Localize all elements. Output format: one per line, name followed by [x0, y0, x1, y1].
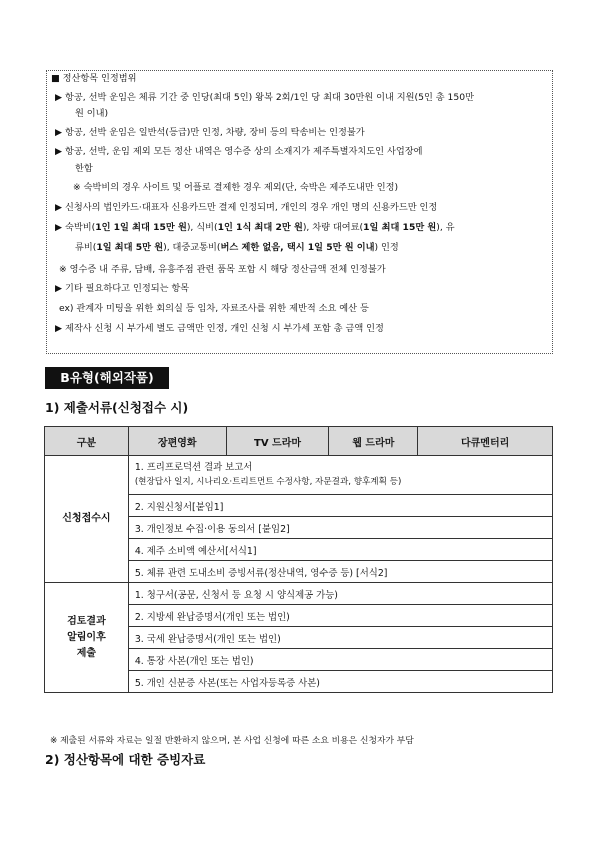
line9-e: ) 인정 — [374, 242, 399, 253]
list-item: 5. 개인 신분증 사본(또는 사업자등록증 사본) — [128, 671, 552, 693]
list-item: 3. 개인정보 수집·이용 동의서 [붙임2] — [128, 517, 552, 539]
list-item: 2. 지방세 완납증명서(개인 또는 법인) — [128, 605, 552, 627]
list-item: 5. 체류 관련 도내소비 증빙서류(정산내역, 영수증 등) [서식2] — [128, 561, 552, 583]
table-row — [45, 583, 553, 605]
box-title: ■ 정산항목 인정범위 — [51, 73, 137, 84]
box-line-1: ▶ 항공, 선박 운임은 체류 기간 중 인당(최대 5인) 왕복 2회/1인 당 최대 30만원 이내 지원(5인 총 150만 — [55, 92, 474, 103]
list-item — [128, 456, 552, 495]
box-line-8 — [55, 222, 455, 234]
box-line-11: ▶ 기타 필요하다고 인정되는 항목 — [55, 283, 190, 294]
group2-label-line3: 제출 — [76, 647, 97, 659]
box-line-10: ※ 영수증 내 주류, 담배, 유흥주점 관련 품목 포함 시 해당 정산금액 전체 인정불가 — [59, 264, 386, 275]
line9-a: 류비( — [75, 242, 97, 253]
table-header-row — [45, 427, 553, 456]
line8-f: 1일 최대 15만 원 — [363, 222, 437, 233]
box-line-9 — [75, 242, 399, 254]
section-tag: B유형(해외작품) — [45, 367, 169, 389]
box-line-2: 원 이내) — [75, 108, 109, 119]
box-line-6: ※ 숙박비의 경우 사이트 및 어플로 결제한 경우 제외(단, 숙박은 제주도내만 인정) — [73, 182, 399, 193]
header-documentary: 다큐멘터리 — [418, 427, 553, 456]
eligibility-box — [46, 70, 553, 354]
group-label-application: 신청접수시 — [45, 456, 129, 583]
line8-d: 1인 1식 최대 2만 원 — [217, 222, 303, 233]
item-main: 1. 프리프로덕션 결과 보고서 — [134, 462, 253, 473]
line9-c: ), 대중교통비( — [163, 242, 221, 253]
line8-a: ▶ 숙박비( — [55, 222, 96, 233]
item-sub: (현장답사 일지, 시나리오·트리트먼트 수정사항, 자문결과, 향후계획 등) — [134, 477, 402, 487]
heading-1: 1) 제출서류(신청접수 시) — [45, 400, 189, 415]
line9-d: 버스 제한 없음, 택시 1일 5만 원 이내 — [220, 242, 375, 253]
box-line-3: ▶ 항공, 선박 운임은 일반석(등급)만 인정, 차량, 장비 등의 탁송비는 인정불가 — [55, 127, 365, 138]
header-web-drama: 웹 드라마 — [329, 427, 418, 456]
header-category: 구분 — [45, 427, 129, 456]
required-documents-table — [44, 426, 553, 693]
heading-2: 2) 정산항목에 대한 증빙자료 — [45, 752, 206, 767]
line8-e: ), 차량 대여료( — [302, 222, 364, 233]
box-line-12: ex) 관계자 미팅을 위한 회의실 등 임차, 자료조사를 위한 제반적 소요 예산 등 — [59, 303, 369, 314]
list-item: 2. 지원신청서[붙임1] — [128, 495, 552, 517]
header-tv-drama: TV 드라마 — [226, 427, 329, 456]
box-line-13: ▶ 제작사 신청 시 부가세 별도 금액만 인정, 개인 신청 시 부가세 포함 총 금액 인정 — [55, 323, 384, 334]
list-item: 4. 제주 소비액 예산서[서식1] — [128, 539, 552, 561]
header-feature-film: 장편영화 — [128, 427, 226, 456]
list-item: 1. 청구서(공문, 신청서 등 요청 시 양식제공 가능) — [128, 583, 552, 605]
box-line-5: 한함 — [75, 163, 93, 174]
line8-g: ), 유 — [436, 222, 455, 233]
group2-label-line1: 검토결과 — [67, 615, 106, 627]
box-line-4: ▶ 항공, 선박, 운임 제외 모든 정산 내역은 영수증 상의 소재지가 제주특별자치도인 사업장에 — [55, 146, 423, 157]
table-row — [45, 456, 553, 495]
line8-b: 1인 1일 최대 15만 원 — [95, 222, 187, 233]
line8-c: ), 식비( — [186, 222, 218, 233]
box-line-7: ▶ 신청사의 법인카드·대표자 신용카드만 결제 인정되며, 개인의 경우 개인 명의 신용카드만 인정 — [55, 202, 438, 213]
line9-b: 1일 최대 5만 원 — [96, 242, 164, 253]
group2-label-line2: 알림이후 — [67, 631, 106, 643]
group-label-after-review — [45, 583, 129, 693]
list-item: 3. 국세 완납증명서(개인 또는 법인) — [128, 627, 552, 649]
return-note: ※ 제출된 서류와 자료는 일절 반환하지 않으며, 본 사업 신청에 따른 소요 비용은 신청자가 부담 — [50, 736, 414, 746]
list-item: 4. 통장 사본(개인 또는 법인) — [128, 649, 552, 671]
